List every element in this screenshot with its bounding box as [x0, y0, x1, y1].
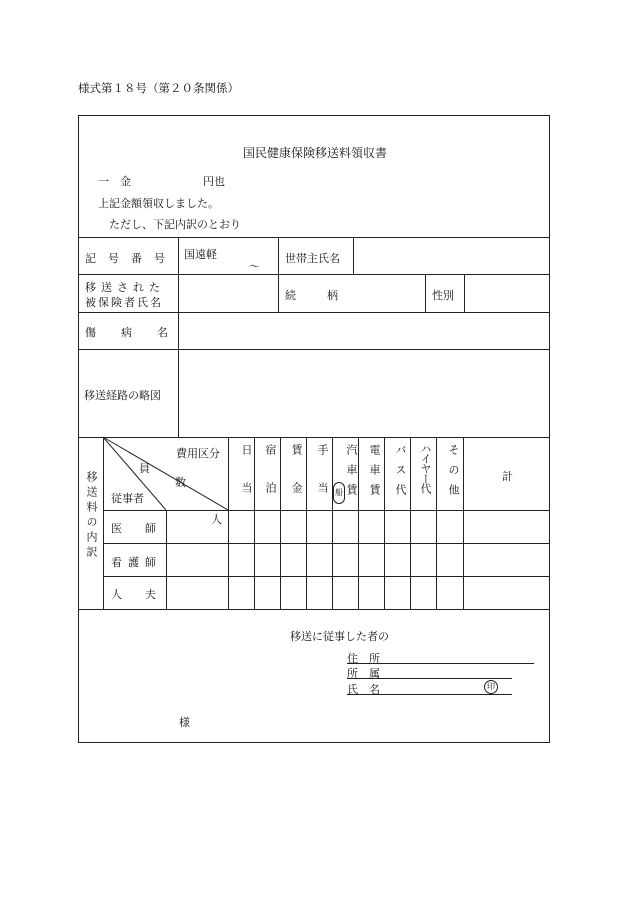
col-kei: 計: [502, 470, 513, 483]
receipt-line-1: 上記金額領収しました。: [98, 197, 219, 210]
zokugara-label: 続 柄: [285, 289, 348, 302]
footer-caption: 移送に従事した者の: [290, 630, 389, 643]
seal-mark: 印: [484, 680, 498, 694]
breakdown-side-label: 移送料の内訳: [85, 471, 98, 561]
col-chingin: 賃金: [290, 444, 303, 520]
diag-top-label: 費用区分: [176, 447, 220, 460]
kokuenkei-value: 国遠軽: [184, 248, 217, 261]
diag-mid1-label: 員: [139, 462, 150, 475]
hihokensha-label: 被保険者氏名: [85, 296, 163, 309]
row-ishi: 医師: [111, 522, 179, 535]
col-kishachin: 汽車賃: [345, 444, 358, 504]
footer-name: 氏 名: [347, 683, 380, 696]
col-teate: 手当: [316, 444, 329, 520]
isosareta-label: 移送された: [85, 281, 165, 294]
setainushi-label: 世帯主氏名: [285, 252, 340, 265]
diag-bottom-label: 従事者: [111, 492, 144, 505]
funa-mark: 船: [333, 482, 345, 504]
footer-affiliation: 所 属: [347, 667, 380, 680]
shobyomei-label: 傷病名: [85, 326, 193, 339]
col-haiyadai: ハイヤー代: [419, 443, 432, 493]
tilde-mark: ～: [249, 260, 260, 273]
col-basudai: バス代: [394, 444, 407, 504]
seibetsu-label: 性別: [432, 289, 454, 302]
col-shukuhaku: 宿泊: [264, 444, 277, 520]
keiro-label: 移送経路の略図: [84, 389, 161, 402]
receipt-line-2: ただし、下記内訳のとおり: [109, 218, 241, 231]
col-nichito: 日当: [240, 444, 253, 520]
col-sonota: その他: [447, 444, 460, 504]
unit-label: 人: [211, 513, 222, 526]
diag-mid2-label: 数: [175, 476, 186, 489]
form-number: 様式第１８号（第２０条関係）: [78, 81, 239, 95]
row-kangoshi: 看護師: [111, 556, 162, 569]
addressee: 様: [179, 716, 190, 729]
kigo-bango-label: 記号番号: [85, 252, 177, 265]
form-title: 国民健康保険移送料領収書: [243, 146, 388, 160]
amount-suffix: 円也: [203, 175, 225, 188]
row-ninpu: 人夫: [111, 588, 179, 601]
footer-address: 住 所: [347, 652, 380, 665]
col-denshachin: 電車賃: [368, 444, 381, 504]
amount-prefix: 一 金: [98, 175, 131, 188]
